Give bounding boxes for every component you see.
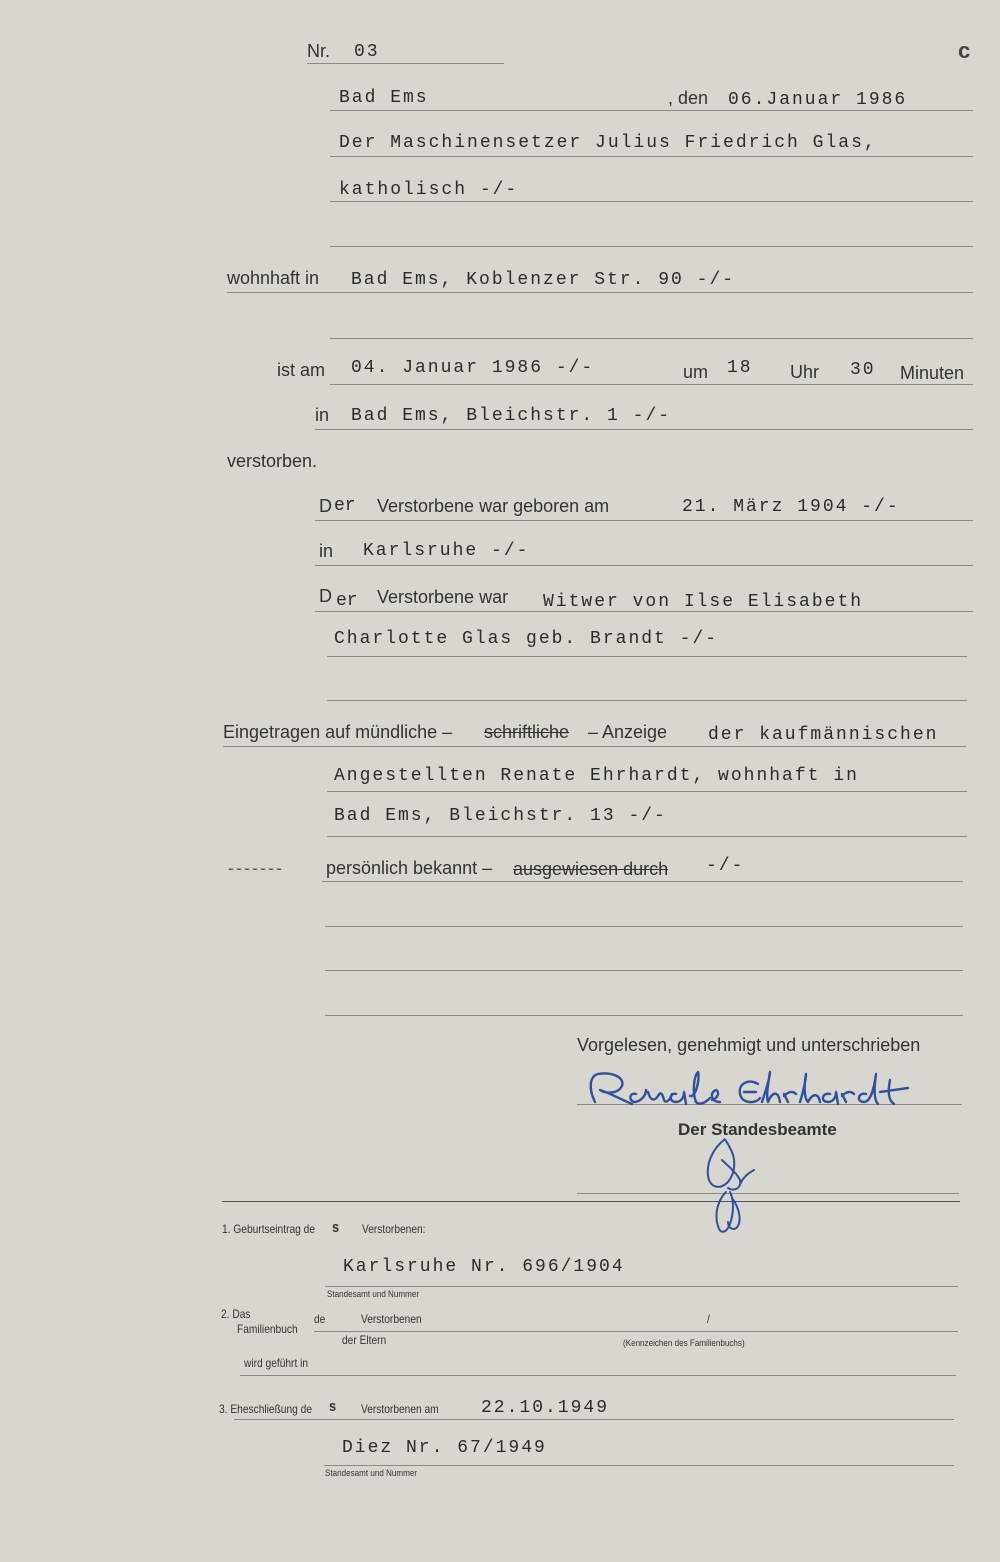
birth-place-label: in xyxy=(319,541,334,561)
f2-gefuehrt-rule xyxy=(240,1375,956,1376)
f3-label-a: 3. Eheschließung de xyxy=(219,1402,312,1416)
place-value: Bad Ems xyxy=(339,88,429,108)
minuten-label: Minuten xyxy=(900,363,965,383)
f3-label-b: Verstorbenen am xyxy=(361,1402,439,1416)
f3-date: 22.10.1949 xyxy=(481,1398,610,1418)
known-value: -/- xyxy=(706,856,745,876)
residence-value: Bad Ems, Koblenzer Str. 90 -/- xyxy=(351,270,736,290)
declarant-line1: Der Maschinensetzer Julius Friedrich Glas, xyxy=(339,133,877,153)
registrar-signature xyxy=(708,1139,754,1231)
f2-caption: (Kennzeichen des Familienbuchs) xyxy=(623,1338,745,1349)
birth-label-d: D xyxy=(319,496,332,516)
f1-label-b: Verstorbenen: xyxy=(362,1222,426,1236)
f1-rule xyxy=(325,1286,958,1287)
f3-label-s: s xyxy=(329,1398,337,1415)
f2-gefuehrt: wird geführt in xyxy=(244,1356,309,1370)
f2-label-b: Familienbuch xyxy=(237,1322,298,1336)
f1-caption: Standesamt und Nummer xyxy=(327,1289,420,1300)
registrar-label: Der Standesbeamte xyxy=(678,1120,837,1139)
report-dashes: ------- xyxy=(228,858,284,878)
marital-label-rest: Verstorbene war xyxy=(377,587,509,607)
f2-rule xyxy=(314,1331,958,1332)
marital-line2: Charlotte Glas geb. Brandt -/- xyxy=(334,629,719,649)
f3-rule xyxy=(234,1419,954,1420)
known-struck: ausgewiesen durch xyxy=(513,859,669,879)
f2-label-a: 2. Das xyxy=(221,1307,251,1321)
um-label: um xyxy=(683,362,709,382)
marital-line1: Witwer von Ilse Elisabeth xyxy=(543,592,864,612)
birth-label-rest: Verstorbene war geboren am xyxy=(377,496,610,516)
date-value: 06.Januar 1986 xyxy=(728,90,908,110)
known-label: persönlich bekannt – xyxy=(326,858,493,878)
f3-value-rule xyxy=(324,1465,954,1466)
death-date-value: 04. Januar 1986 -/- xyxy=(351,358,595,378)
report-suffix: – Anzeige xyxy=(588,722,668,742)
death-place-value: Bad Ems, Bleichstr. 1 -/- xyxy=(351,406,672,426)
report-line2: Angestellten Renate Ehrhardt, wohnhaft in xyxy=(334,766,859,786)
marital-label-d: D xyxy=(319,586,332,606)
birth-place-value: Karlsruhe -/- xyxy=(363,541,530,561)
read-approved-label: Vorgelesen, genehmigt und unterschrieben xyxy=(577,1035,921,1055)
f2-de: de xyxy=(314,1312,326,1326)
f1-label-s: s xyxy=(332,1219,340,1236)
marital-label-er: er xyxy=(336,591,358,611)
f2-slash: / xyxy=(707,1312,710,1326)
birth-label-er: er xyxy=(334,496,356,516)
f3-caption: Standesamt und Nummer xyxy=(325,1468,418,1479)
record-number: 03 xyxy=(354,42,380,62)
report-line1: der kaufmännischen xyxy=(708,725,939,745)
nr-label: Nr. xyxy=(307,41,331,61)
uhr-label: Uhr xyxy=(790,362,820,382)
f2-verstorbenen: Verstorbenen xyxy=(361,1312,422,1326)
death-minutes: 30 xyxy=(850,360,876,380)
f3-value: Diez Nr. 67/1949 xyxy=(342,1438,547,1458)
f2-eltern: der Eltern xyxy=(342,1333,387,1347)
den-label: , den xyxy=(668,88,709,108)
death-hour: 18 xyxy=(727,358,753,378)
birth-date-value: 21. März 1904 -/- xyxy=(682,497,900,517)
corner-mark: c xyxy=(958,38,971,63)
death-place-label: in xyxy=(315,405,330,425)
declarant-line2: katholisch -/- xyxy=(339,180,519,200)
f1-label-a: 1. Geburtseintrag de xyxy=(222,1222,315,1236)
report-line3: Bad Ems, Bleichstr. 13 -/- xyxy=(334,806,667,826)
report-struck: schriftliche xyxy=(484,722,570,742)
declarant-signature xyxy=(591,1072,908,1104)
verstorben-label: verstorben. xyxy=(227,451,318,471)
report-prefix: Eingetragen auf mündliche – xyxy=(223,722,453,742)
f1-value: Karlsruhe Nr. 696/1904 xyxy=(343,1257,625,1277)
residence-label: wohnhaft in xyxy=(227,268,320,288)
death-date-label: ist am xyxy=(277,360,326,380)
